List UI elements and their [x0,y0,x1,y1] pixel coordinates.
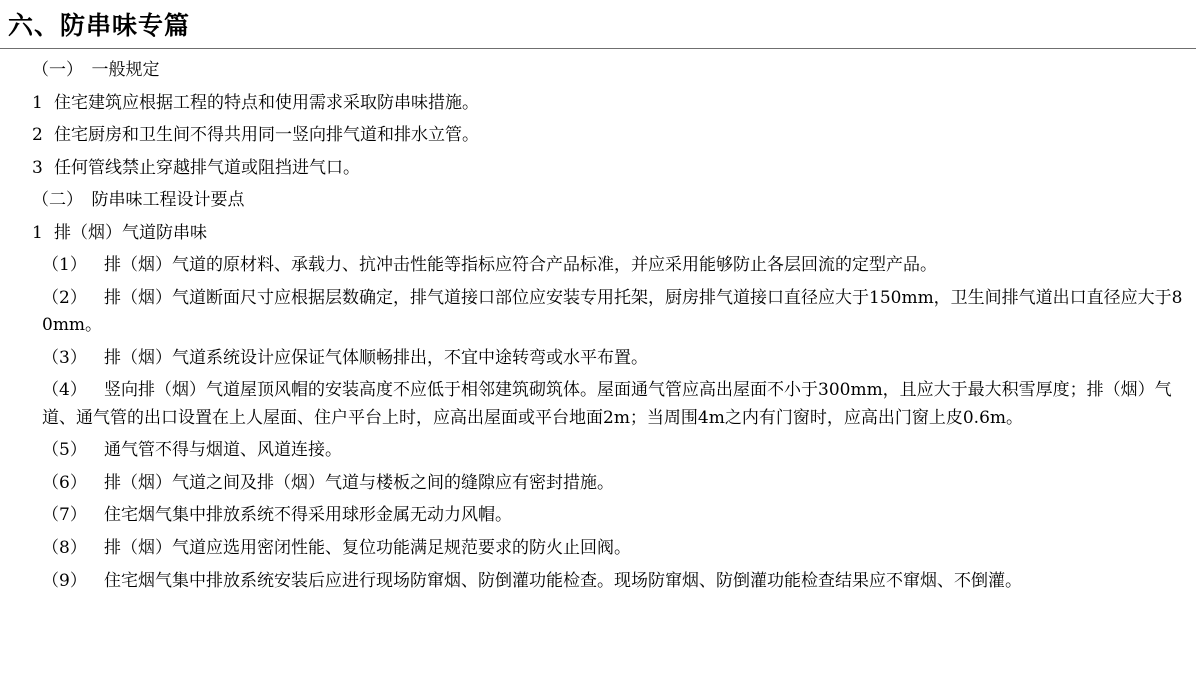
list-item [14,220,1186,248]
list-item [14,345,1186,373]
list-item-number: 1 [32,222,43,243]
list-item [14,122,1186,150]
list-item-number: 1 [32,92,43,113]
list-item-text: 竖向排（烟）气道屋顶风帽的安装高度不应低于相邻建筑砌筑体。屋面通气管应高出屋面不小于300mm，且应大于最大积雪厚度；排（烟）气道、通气管的出口设置在上人屋面、住户平台上时，应高出屋面或平台地面2m；当周围4m之内有门窗时，应高出门窗上皮0.6m。 [42,380,1172,428]
section-heading-design: （二） 防串味工程设计要点 [32,190,245,211]
list-item-number: （9） [42,570,87,591]
list-item-text: 住宅烟气集中排放系统不得采用球形金属无动力风帽。 [104,505,512,526]
list-item [14,568,1186,596]
list-item-number: 3 [32,157,43,178]
document-page [0,6,1200,678]
list-item-text: 通气管不得与烟道、风道连接。 [104,440,342,461]
list-item-text: 排（烟）气道的原材料、承载力、抗冲击性能等指标应符合产品标准，并应采用能够防止各层回流的定型产品。 [104,255,937,276]
list-item-text: 排（烟）气道防串味 [54,222,207,243]
list-item-text: 排（烟）气道之间及排（烟）气道与楼板之间的缝隙应有密封措施。 [104,472,614,493]
list-item [14,535,1186,563]
list-item-number: （6） [42,472,87,493]
list-item-number: （4） [42,380,87,401]
list-item-number: （1） [42,255,87,276]
list-item [14,470,1186,498]
list-item-text: 住宅建筑应根据工程的特点和使用需求采取防串味措施。 [54,92,479,113]
list-item-number: （7） [42,505,87,526]
list-item [14,285,1186,340]
list-item-number: （5） [42,440,87,461]
document-body [0,57,1200,595]
list-item [14,155,1186,183]
list-item [14,502,1186,530]
list-item-text: 住宅厨房和卫生间不得共用同一竖向排气道和排水立管。 [54,125,479,146]
list-item-text: 排（烟）气道系统设计应保证气体顺畅排出，不宜中途转弯或水平布置。 [104,347,648,368]
list-item [14,377,1186,432]
list-item-text: 排（烟）气道应选用密闭性能、复位功能满足规范要求的防火止回阀。 [104,537,631,558]
list-item-text: 任何管线禁止穿越排气道或阻挡进气口。 [54,157,360,178]
list-item-number: （8） [42,537,87,558]
list-item-number: （2） [42,287,87,308]
list-item-text: 排（烟）气道断面尺寸应根据层数确定，排气道接口部位应安装专用托架，厨房排气道接口直径应大于150mm，卫生间排气道出口直径应大于80mm。 [42,287,1183,336]
list-item-number: （3） [42,347,87,368]
title-divider [0,48,1196,49]
list-item [14,90,1186,118]
list-item-text: 住宅烟气集中排放系统安装后应进行现场防窜烟、防倒灌功能检查。现场防窜烟、防倒灌功能检查结果应不窜烟、不倒灌。 [104,570,1022,591]
page-title: 六、防串味专篇 [8,11,191,40]
list-item [14,252,1186,280]
section-heading-general: （一） 一般规定 [32,60,160,80]
list-item [14,437,1186,465]
list-item-number: 2 [32,125,43,146]
